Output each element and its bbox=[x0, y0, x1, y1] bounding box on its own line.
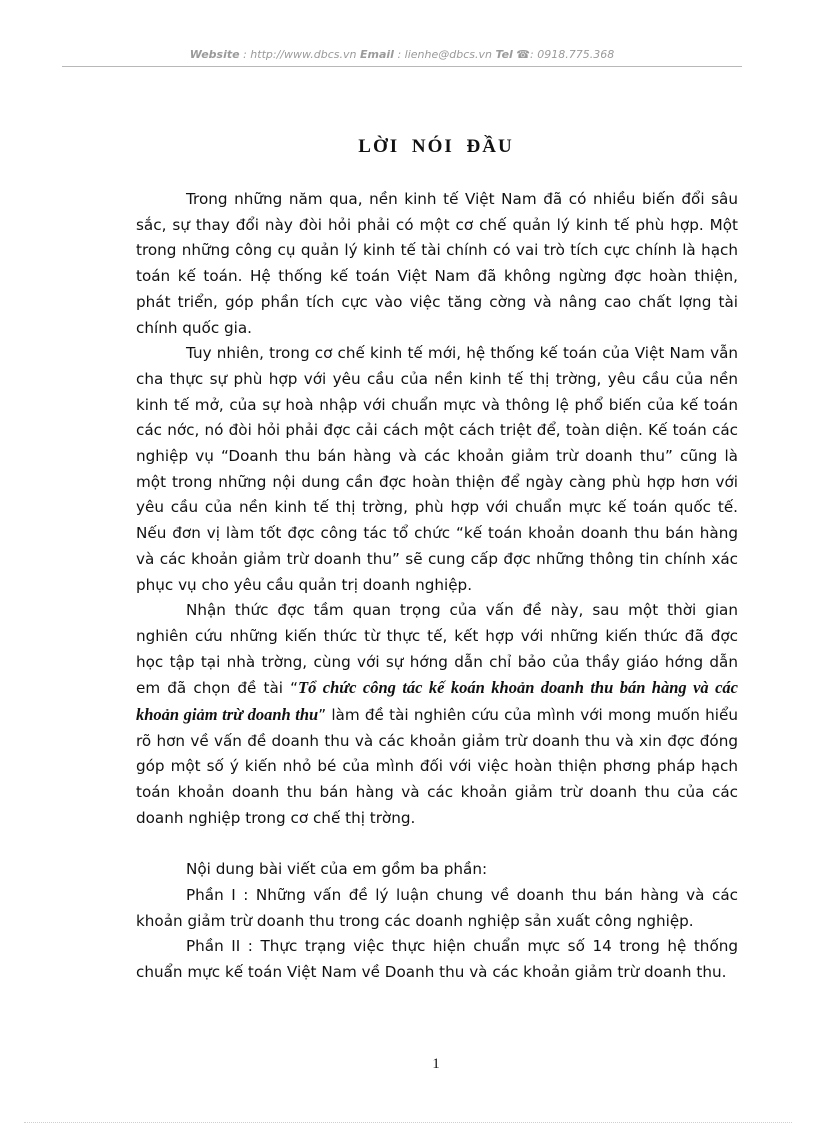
thesis-topic: Tổ chức công tác kế koán khoản doanh thu bán hàng và các khoản giảm trừ doanh thu bbox=[136, 678, 738, 725]
email-value: : lienhe@dbcs.vn bbox=[393, 48, 496, 61]
website-label: Website bbox=[189, 48, 240, 61]
header-divider bbox=[62, 66, 742, 67]
tel-value: ☎: 0918.775.368 bbox=[512, 48, 615, 61]
document-body bbox=[136, 187, 738, 986]
email-label: Email bbox=[360, 48, 394, 61]
website-value: : http://www.dbcs.vn bbox=[239, 48, 361, 61]
paragraph-1: Trong những năm qua, nền kinh tế Việt Nam đã có nhiều biến đổi sâu sắc, sự thay đổi này đòi hỏi phải có một cơ chế quản lý kinh tế phù hợp. Một trong những công cụ quản lý kinh tế tài chính có vai trò tích cực chính là hạch toán kế toán. Hệ thống kế toán Việt Nam đã không ngừng đợc hoàn thiện, phát triển, góp phần tích cực vào việc tăng cờng và nâng cao chất lợng tài chính quốc gia. bbox=[136, 190, 738, 337]
paragraph-3 bbox=[136, 598, 738, 831]
paragraph-part-2: Phần II : Thực trạng việc thực hiện chuẩn mực số 14 trong hệ thống chuẩn mực kế toán Việt Nam về Doanh thu và các khoản giảm trừ doanh thu. bbox=[136, 937, 738, 982]
tel-label: Tel bbox=[495, 48, 513, 61]
paragraph-3-lead: Nhận thức đợc tầm quan trọng của vấn đề này, sau một thời gian nghiên cứu những kiến thức từ thực tế, kết hợp với những kiến thức đã đợc học tập tại nhà trờng, cùng với sự hớng dẫn chỉ bảo của thầy giáo hớng dẫn em đã chọn đề tài “ bbox=[136, 601, 738, 698]
page-number: 1 bbox=[432, 1056, 440, 1072]
paragraph-2: Tuy nhiên, trong cơ chế kinh tế mới, hệ thống kế toán của Việt Nam vẫn cha thực sự phù hợp với yêu cầu của nền kinh tế thị trờng, yêu cầu của nền kinh tế mở, của sự hoà nhập với chuẩn mực và thông lệ phổ biến của kế toán các nớc, nó đòi hỏi phải đợc cải cách một cách triệt để, toàn diện. Kế toán các nghiệp vụ “Doanh thu bán hàng và các khoản giảm trừ doanh thu” cũng là một trong những nội dung cần đợc hoàn thiện để ngày càng phù hợp hơn với yêu cầu của nền kinh tế thị trờng, phù hợp với chuẩn mực kế toán quốc tế. Nếu đơn vị làm tốt đợc công tác tổ chức “kế toán khoản doanh thu bán hàng và các khoản giảm trừ doanh thu” sẽ cung cấp đợc những thông tin chính xác phục vụ cho yêu cầu quản trị doanh nghiệp. bbox=[136, 344, 738, 594]
page-title: LỜI NÓI ĐẦU bbox=[358, 136, 514, 157]
paragraph-part-1: Phần I : Những vấn đề lý luận chung về doanh thu bán hàng và các khoản giảm trừ doanh thu trong các doanh nghiệp sản xuất công nghiệp. bbox=[136, 885, 738, 930]
paragraph-3-rest: ” làm đề tài nghiên cứu của mình với mong muốn hiểu rõ hơn về vấn đề doanh thu và các khoản giảm trừ doanh thu và xin đợc đóng góp một số ý kiến nhỏ bé của mình đối với việc hoàn thiện phơng pháp hạch toán khoản doanh thu bán hàng và các khoản giảm trừ doanh thu của các doanh nghiệp trong cơ chế thị trờng. bbox=[136, 706, 738, 827]
page-header bbox=[62, 48, 742, 61]
paragraph-4: Nội dung bài viết của em gồm ba phần: bbox=[186, 860, 488, 879]
